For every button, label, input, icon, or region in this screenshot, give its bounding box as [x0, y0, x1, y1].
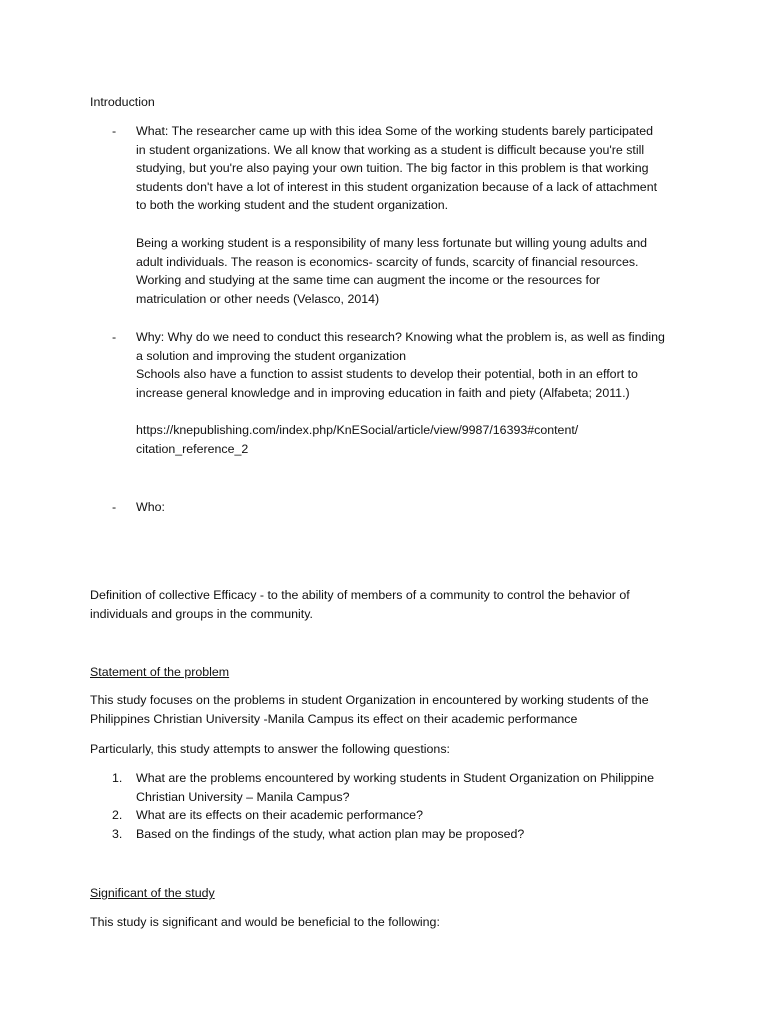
text-line: Christian University – Manila Campus?	[136, 789, 350, 804]
text-line: What: The researcher came up with this idea Some of the working students barely participated	[136, 124, 654, 138]
text-line: Why: Why do we need to conduct this research? Knowing what the problem is, as well as finding	[136, 330, 665, 344]
text-line: adult individuals. The reason is economics- scarcity of funds, scarcity of financial resources.	[136, 254, 639, 269]
text-line: increase general knowledge and in improving education in faith and piety (Alfabeta; 2011.)	[136, 385, 630, 400]
definition-paragraph	[90, 586, 690, 623]
why-paragraph	[136, 328, 696, 402]
text-line: This study focuses on the problems in student Organization in encountered by working students of the	[90, 693, 649, 707]
text-line: Being a working student is a responsibility of many less fortunate but willing young adults and	[136, 236, 648, 250]
text-line: students don't have a lot of interest in this student organization because of a lack of attachment	[136, 179, 658, 194]
question-item	[136, 769, 696, 806]
question-number: 1.	[112, 771, 123, 785]
what-bullet: -	[112, 124, 117, 138]
question-number: 3.	[112, 827, 123, 841]
working-student-paragraph	[136, 234, 696, 308]
why-bullet: -	[112, 330, 117, 344]
text-line: studying, but you're also paying your own tuition. The big factor in this problem is that working	[136, 161, 649, 176]
significance-heading: Significant of the study	[90, 886, 215, 900]
link-line[interactable]: https://knepublishing.com/index.php/KnESocial/article/view/9987/16393#content/	[136, 423, 579, 437]
question-item: Based on the findings of the study, what action plan may be proposed?	[136, 827, 525, 841]
text-line: What are the problems encountered by working students in Student Organization on Philippine	[136, 771, 654, 785]
who-label: Who:	[136, 500, 165, 514]
text-line: Schools also have a function to assist students to develop their potential, both in an effort to	[136, 367, 638, 382]
question-item: What are its effects on their academic performance?	[136, 808, 423, 822]
text-line: individuals and groups in the community.	[90, 606, 313, 621]
text-line: Definition of collective Efficacy - to the ability of members of a community to control the behavior of	[90, 588, 630, 602]
reference-link[interactable]	[136, 421, 696, 458]
text-line: matriculation or other needs (Velasco, 2014)	[136, 291, 380, 306]
link-line[interactable]: citation_reference_2	[136, 441, 249, 456]
text-line: a solution and improving the student organization	[136, 348, 407, 363]
text-line: Philippines Christian University -Manila Campus its effect on their academic performance	[90, 711, 578, 726]
what-paragraph	[136, 122, 696, 215]
question-number: 2.	[112, 808, 123, 822]
statement-paragraph	[90, 691, 690, 728]
text-line: to both the working student and the student organization.	[136, 198, 449, 213]
significance-text: This study is significant and would be beneficial to the following:	[90, 915, 440, 929]
questions-lead: Particularly, this study attempts to answer the following questions:	[90, 742, 450, 756]
text-line: in student organizations. We all know that working as a student is difficult because you're still	[136, 142, 645, 157]
text-line: Working and studying at the same time can augment the income or the resources for	[136, 273, 600, 288]
who-bullet: -	[112, 500, 117, 514]
intro-heading: Introduction	[90, 95, 155, 109]
statement-heading: Statement of the problem	[90, 665, 230, 679]
